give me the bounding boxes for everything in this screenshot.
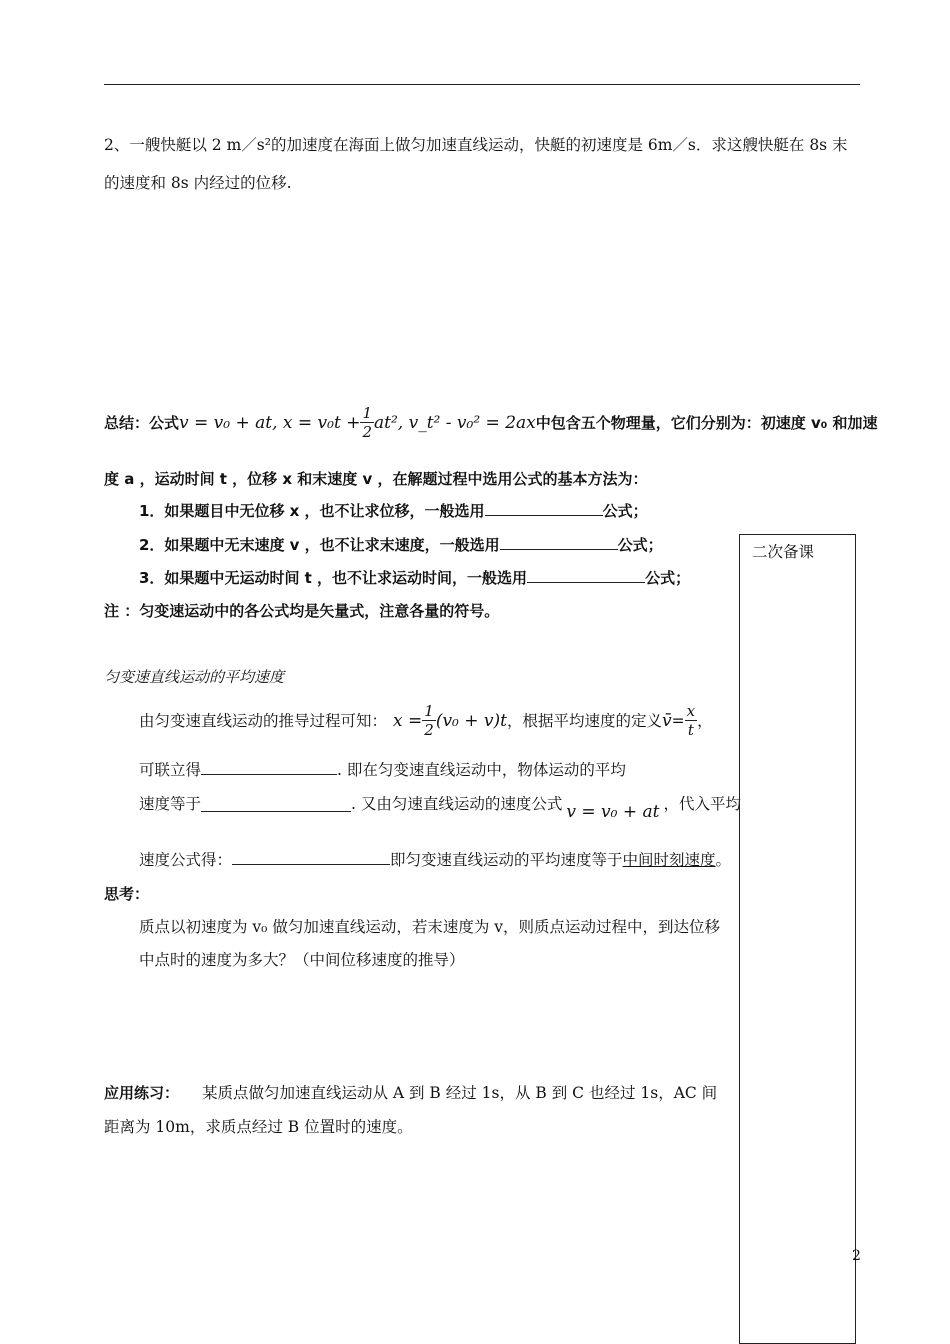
avg-line-3-text: 速度等于: [139, 795, 202, 813]
avg-velocity-line-4: [139, 848, 731, 872]
summary-item-2-suffix: 公式；: [617, 536, 663, 554]
avg-line-4-end: 。: [715, 851, 732, 869]
summary-formula-line: [104, 404, 878, 441]
avg-line-4-underlined: 中间时刻速度: [622, 851, 716, 869]
summary-item-3-text: 3．如果题中无运动时间 t ，也不让求运动时间，一般选用: [139, 569, 528, 587]
think-label: 思考：: [104, 885, 150, 903]
summary-item-1-blank[interactable]: [485, 501, 603, 516]
problem-2-line-2: 的速度和 8s 内经过的位移.: [104, 174, 292, 192]
avg-velocity-line-1: [139, 702, 713, 739]
avg-line-3-formula: v = v₀ + at: [566, 802, 660, 822]
avg-line-2-text: 可联立得: [139, 761, 202, 779]
summary-fraction: [360, 404, 374, 441]
summary-item-1-suffix: 公式；: [602, 502, 648, 520]
avg-line-3-end: ，代入平均: [663, 795, 741, 813]
avg-line-1-mid: ，根据平均速度的定义: [506, 711, 662, 730]
avg-line-1-frac2-num: x: [686, 702, 696, 720]
practice-line-1: [104, 1081, 717, 1105]
summary-item-3-blank[interactable]: [527, 568, 645, 583]
avg-line-3-after: . 又由匀速直线运动的速度公式: [351, 795, 563, 813]
avg-line-1-text: 由匀变速直线运动的推导过程可知：: [139, 711, 388, 730]
avg-line-1-fraction: [422, 702, 436, 739]
avg-line-2-blank[interactable]: [201, 760, 337, 775]
header-rule: [104, 84, 860, 85]
summary-formula-a: v = v₀ + at, x = v₀t +: [179, 412, 361, 433]
summary-item-2: [139, 533, 663, 557]
summary-formula-b: at², v_t² - v₀² = 2ax: [374, 412, 536, 433]
avg-line-4-blank[interactable]: [232, 850, 390, 865]
summary-suffix: 中包含五个物理量，它们分别为：初速度 v₀ 和加速: [535, 413, 878, 432]
avg-line-1-vbar: v̄: [662, 710, 672, 731]
avg-line-1-frac2-den: t: [687, 721, 694, 739]
summary-note: 注 ：匀变速运动中的各公式均是矢量式，注意各量的符号。: [104, 602, 500, 620]
second-preparation-box: [739, 534, 856, 1344]
avg-line-1-fraction-2: [685, 702, 697, 739]
summary-item-3: [139, 566, 690, 590]
practice-label: 应用练习：: [104, 1084, 180, 1102]
summary-prefix: 总结：公式: [104, 413, 180, 432]
second-preparation-title: 二次备课: [752, 543, 815, 561]
summary-item-1-text: 1．如果题目中无位移 x ，也不让求位移，一般选用: [139, 502, 485, 520]
avg-line-1-frac-den: 2: [424, 721, 434, 739]
avg-velocity-line-2: [139, 758, 626, 782]
summary-frac-num: 1: [362, 404, 373, 422]
avg-line-4-after: 即匀变速直线运动的平均速度等于: [390, 851, 623, 869]
summary-item-3-suffix: 公式；: [645, 569, 691, 587]
avg-line-3-blank[interactable]: [201, 797, 351, 812]
avg-line-1-frac-num: 1: [424, 702, 434, 720]
practice-line-1-text: 某质点做匀加速直线运动从 A 到 B 经过 1s，从 B 到 C 也经过 1s，AC 间: [201, 1084, 718, 1102]
think-line-2: 中点时的速度为多大？（中间位移速度的推导）: [139, 951, 465, 969]
summary-line-2: 度 a ，运动时间 t ，位移 x 和末速度 v ，在解题过程中选用公式的基本方法为：: [104, 470, 648, 488]
summary-item-2-blank[interactable]: [500, 535, 618, 550]
summary-item-1: [139, 499, 648, 523]
problem-2-line-1: 2、一艘快艇以 2 m／s²的加速度在海面上做匀加速直线运动，快艇的初速度是 6m／s．求这艘快艇在 8s 末: [104, 136, 848, 154]
avg-line-1-formula-left: x =: [393, 710, 423, 731]
avg-line-4-text: 速度公式得：: [139, 851, 233, 869]
avg-line-1-eq: =: [671, 711, 685, 730]
summary-item-2-text: 2．如果题中无末速度 v ，也不让求末速度，一般选用: [139, 536, 500, 554]
think-line-1: 质点以初速度为 v₀ 做匀加速直线运动，若末速度为 v，则质点运动过程中，到达位移: [139, 918, 721, 936]
avg-line-2-after: . 即在匀变速直线运动中，物体运动的平均: [337, 761, 626, 779]
practice-line-2: 距离为 10m，求质点经过 B 位置时的速度。: [104, 1118, 413, 1136]
avg-velocity-heading: 匀变速直线运动的平均速度: [104, 668, 285, 686]
avg-line-1-end: ，: [697, 711, 713, 730]
avg-line-1-formula-right: (v₀ + v)t: [435, 710, 507, 731]
page-number: 2: [852, 1248, 861, 1264]
avg-velocity-line-3: [139, 792, 741, 822]
summary-frac-den: 2: [362, 423, 373, 441]
